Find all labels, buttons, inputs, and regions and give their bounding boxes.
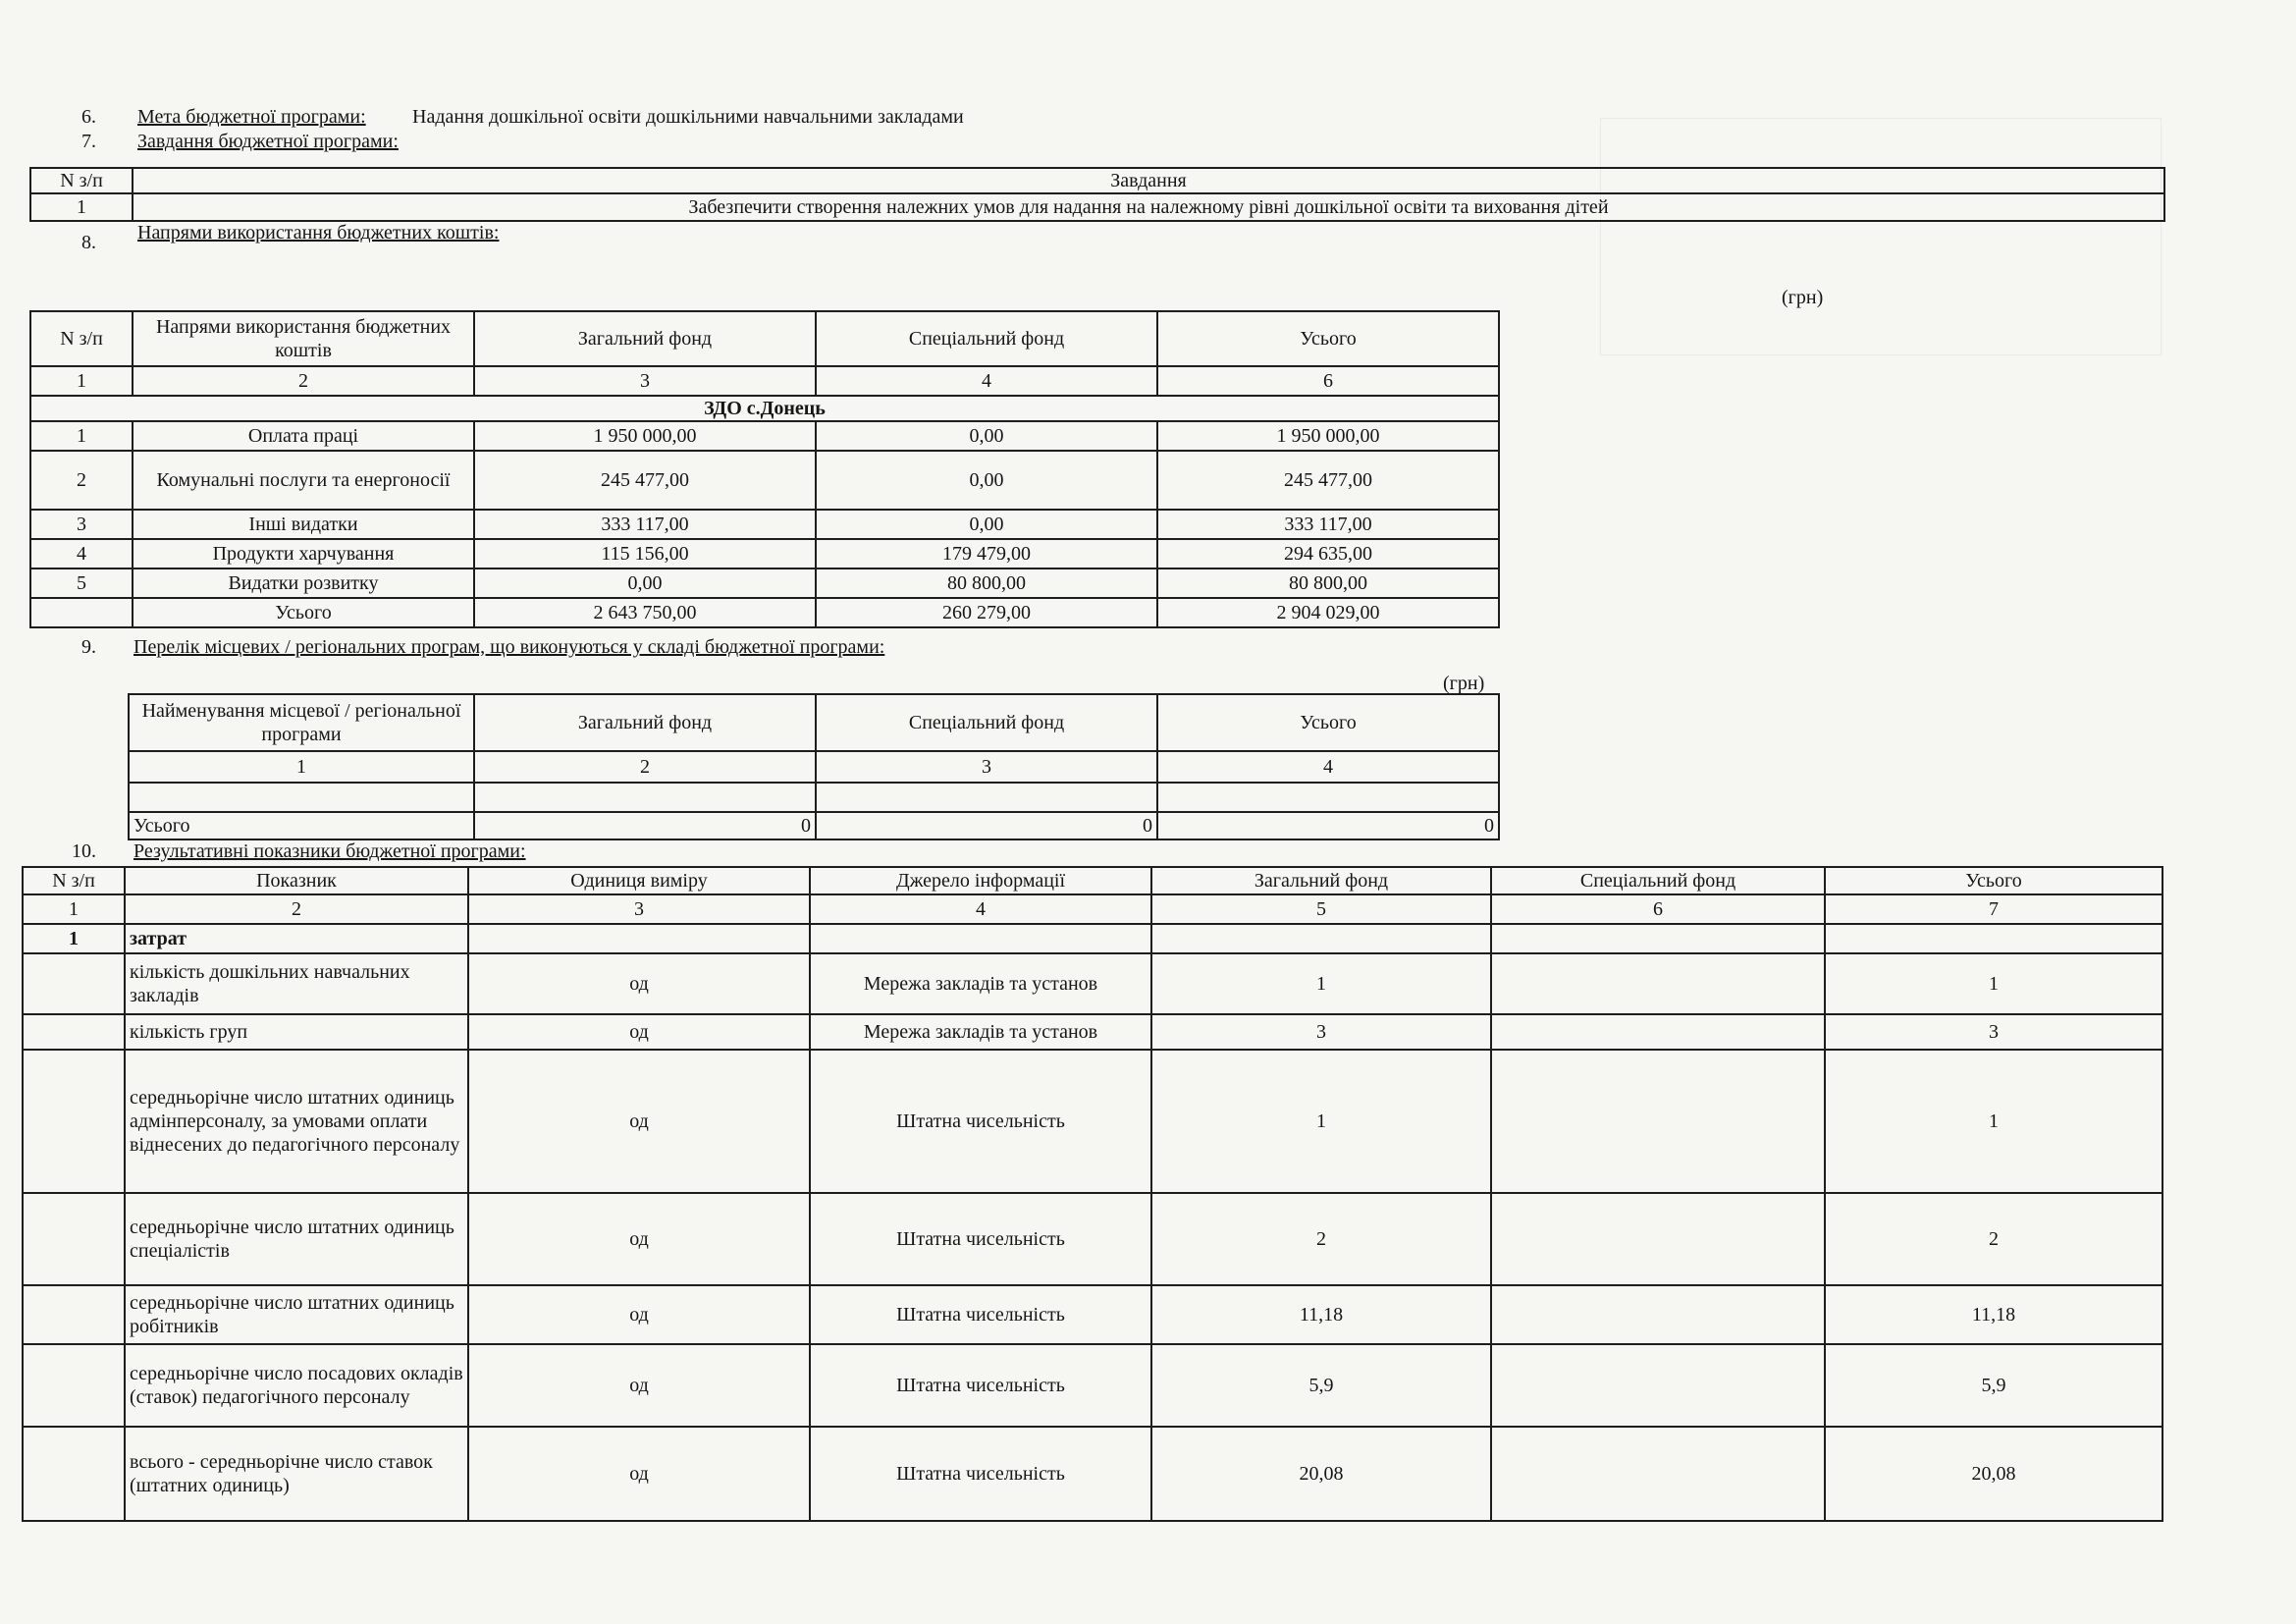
section-6-number: 6.: [81, 106, 96, 128]
section-8-unit: (грн): [1782, 287, 1824, 308]
cell: затрат: [125, 924, 468, 953]
cell: 260 279,00: [816, 598, 1157, 627]
table-row: [30, 510, 1499, 539]
cell: 0,00: [474, 568, 816, 598]
cell: [30, 598, 133, 627]
cell: 245 477,00: [1157, 451, 1499, 510]
cell: Усього: [129, 812, 474, 839]
cell: кількість дошкільних навчальних закладів: [125, 953, 468, 1014]
cell: [23, 1427, 125, 1521]
cell: 294 635,00: [1157, 539, 1499, 568]
cell: середньорічне число штатних одиниць адмінперсоналу, за умовами оплати віднесених до педагогічного персоналу: [125, 1050, 468, 1193]
cell: 2: [1825, 1193, 2163, 1285]
table-row: [30, 568, 1499, 598]
cell: 1 950 000,00: [1157, 421, 1499, 451]
cell: 20,08: [1825, 1427, 2163, 1521]
col-number-cell: 4: [810, 894, 1151, 924]
cell: середньорічне число посадових окладів (ставок) педагогічного персоналу: [125, 1344, 468, 1427]
table-row: [23, 1193, 2163, 1285]
cell: середньорічне число штатних одиниць робітників: [125, 1285, 468, 1344]
header-cell: Спеціальний фонд: [816, 694, 1157, 751]
cell: [1491, 1193, 1825, 1285]
col-number-cell: 6: [1157, 366, 1499, 396]
cell: кількість груп: [125, 1014, 468, 1050]
header-cell: Спеціальний фонд: [816, 311, 1157, 366]
cell: 5,9: [1151, 1344, 1491, 1427]
header-cell: Загальний фонд: [474, 311, 816, 366]
regional-programs-table: [128, 693, 1500, 840]
col-number-cell: 6: [1491, 894, 1825, 924]
cell: од: [468, 1427, 810, 1521]
section-9-unit: (грн): [1443, 673, 1485, 694]
cell: 80 800,00: [1157, 568, 1499, 598]
cell: 3: [30, 510, 133, 539]
section-6-label: Мета бюджетної програми:: [137, 106, 366, 128]
header-cell: Усього: [1157, 694, 1499, 751]
table-row: [30, 539, 1499, 568]
cell: 179 479,00: [816, 539, 1157, 568]
col-number-cell: 3: [816, 751, 1157, 783]
cell: 333 117,00: [1157, 510, 1499, 539]
cell: 0,00: [816, 510, 1157, 539]
cell: [23, 953, 125, 1014]
header-cell: Усього: [1157, 311, 1499, 366]
cell: Штатна чисельність: [810, 1344, 1151, 1427]
table-row: [23, 1344, 2163, 1427]
cell: 1: [1151, 953, 1491, 1014]
col-number-cell: 4: [816, 366, 1157, 396]
section-6-value: Надання дошкільної освіти дошкільними навчальними закладами: [412, 106, 964, 128]
cell: 1: [1151, 1050, 1491, 1193]
cell: 0: [474, 812, 816, 839]
cell: Видатки розвитку: [133, 568, 474, 598]
cell: 0: [816, 812, 1157, 839]
col-number-cell: 2: [133, 366, 474, 396]
total-row: [30, 598, 1499, 627]
section-9-label: Перелік місцевих / регіональних програм, що виконуються у складі бюджетної програми:: [133, 636, 885, 658]
cell: од: [468, 953, 810, 1014]
header-cell: Найменування місцевої / регіональної програми: [129, 694, 474, 751]
cell: Штатна чисельність: [810, 1427, 1151, 1521]
cell: Штатна чисельність: [810, 1285, 1151, 1344]
cell: Комунальні послуги та енергоносії: [133, 451, 474, 510]
header-cell: Завдання: [133, 168, 2164, 193]
cell: 2: [30, 451, 133, 510]
table-row: [30, 421, 1499, 451]
cell: [1491, 1344, 1825, 1427]
table-row: [23, 953, 2163, 1014]
cell: Мережа закладів та установ: [810, 1014, 1151, 1050]
cell: Забезпечити створення належних умов для надання на належному рівні дошкільної освіти та виховання дітей: [133, 193, 2164, 221]
table-row: [23, 1014, 2163, 1050]
cell: од: [468, 1344, 810, 1427]
section-7-number: 7.: [81, 131, 96, 152]
header-cell: Джерело інформації: [810, 867, 1151, 894]
header-cell: Напрями використання бюджетних коштів: [133, 311, 474, 366]
section-7-label: Завдання бюджетної програми:: [137, 131, 399, 152]
cell: 1: [1825, 1050, 2163, 1193]
cell: 5: [30, 568, 133, 598]
section-8-label: Напрями використання бюджетних коштів:: [137, 222, 500, 244]
cell: [23, 1285, 125, 1344]
col-number-cell: 1: [129, 751, 474, 783]
cell: [1491, 1050, 1825, 1193]
cell: 1: [30, 421, 133, 451]
cell: [23, 1050, 125, 1193]
header-cell: N з/п: [23, 867, 125, 894]
cell: середньорічне число штатних одиниць спеціалістів: [125, 1193, 468, 1285]
cell: 4: [30, 539, 133, 568]
header-cell: N з/п: [30, 311, 133, 366]
cell: 1 950 000,00: [474, 421, 816, 451]
cell: [1491, 1427, 1825, 1521]
header-cell: Спеціальний фонд: [1491, 867, 1825, 894]
col-number-cell: 3: [468, 894, 810, 924]
cell: [23, 1193, 125, 1285]
cell: всього - середньорічне число ставок (штатних одиниць): [125, 1427, 468, 1521]
col-number-cell: 1: [23, 894, 125, 924]
cell: 115 156,00: [474, 539, 816, 568]
bleed-through-box: [1600, 118, 2162, 355]
cell: 5,9: [1825, 1344, 2163, 1427]
col-number-cell: 2: [125, 894, 468, 924]
header-cell: Загальний фонд: [1151, 867, 1491, 894]
cell: од: [468, 1014, 810, 1050]
header-cell: N з/п: [30, 168, 133, 193]
cell: Штатна чисельність: [810, 1050, 1151, 1193]
table-row: [23, 1427, 2163, 1521]
header-cell: Одиниця виміру: [468, 867, 810, 894]
table-row: [30, 193, 2164, 221]
section-8-number: 8.: [81, 232, 96, 253]
header-cell: Показник: [125, 867, 468, 894]
header-cell: Усього: [1825, 867, 2163, 894]
col-number-cell: 5: [1151, 894, 1491, 924]
cell: 1: [30, 193, 133, 221]
cell: од: [468, 1050, 810, 1193]
cell: 245 477,00: [474, 451, 816, 510]
cell: 20,08: [1151, 1427, 1491, 1521]
cell: 333 117,00: [474, 510, 816, 539]
col-number-cell: 2: [474, 751, 816, 783]
tasks-table: [29, 167, 2165, 222]
total-row: [129, 812, 1499, 839]
cell: [1491, 1285, 1825, 1344]
cell: од: [468, 1193, 810, 1285]
cell: од: [468, 1285, 810, 1344]
header-cell: Загальний фонд: [474, 694, 816, 751]
spending-directions-table: [29, 310, 1500, 628]
table-row: [30, 451, 1499, 510]
cell: Штатна чисельність: [810, 1193, 1151, 1285]
cell: [23, 1014, 125, 1050]
cell: 2 643 750,00: [474, 598, 816, 627]
cell: 0,00: [816, 421, 1157, 451]
col-number-cell: 3: [474, 366, 816, 396]
cell: 3: [1825, 1014, 2163, 1050]
cell: 2 904 029,00: [1157, 598, 1499, 627]
table-row: [23, 1285, 2163, 1344]
col-number-cell: 7: [1825, 894, 2163, 924]
cell: 11,18: [1151, 1285, 1491, 1344]
cell: [23, 1344, 125, 1427]
cell: 11,18: [1825, 1285, 2163, 1344]
cell: 0: [1157, 812, 1499, 839]
cell: 2: [1151, 1193, 1491, 1285]
group-row: ЗДО с.Донець: [30, 396, 1499, 421]
cell: 80 800,00: [816, 568, 1157, 598]
cell: Інші видатки: [133, 510, 474, 539]
cell: 1: [23, 924, 125, 953]
performance-indicators-table: [22, 866, 2163, 1522]
cell: [1491, 953, 1825, 1014]
cell: 3: [1151, 1014, 1491, 1050]
section-9-number: 9.: [81, 636, 96, 658]
section-10-label: Результативні показники бюджетної програми:: [133, 840, 526, 862]
col-number-cell: 4: [1157, 751, 1499, 783]
cell: Оплата праці: [133, 421, 474, 451]
section-10-number: 10.: [72, 840, 96, 862]
cell: Продукти харчування: [133, 539, 474, 568]
group-row: [23, 924, 2163, 953]
cell: Усього: [133, 598, 474, 627]
table-row: [23, 1050, 2163, 1193]
cell: [1491, 1014, 1825, 1050]
cell: 1: [1825, 953, 2163, 1014]
cell: 0,00: [816, 451, 1157, 510]
cell: Мережа закладів та установ: [810, 953, 1151, 1014]
col-number-cell: 1: [30, 366, 133, 396]
